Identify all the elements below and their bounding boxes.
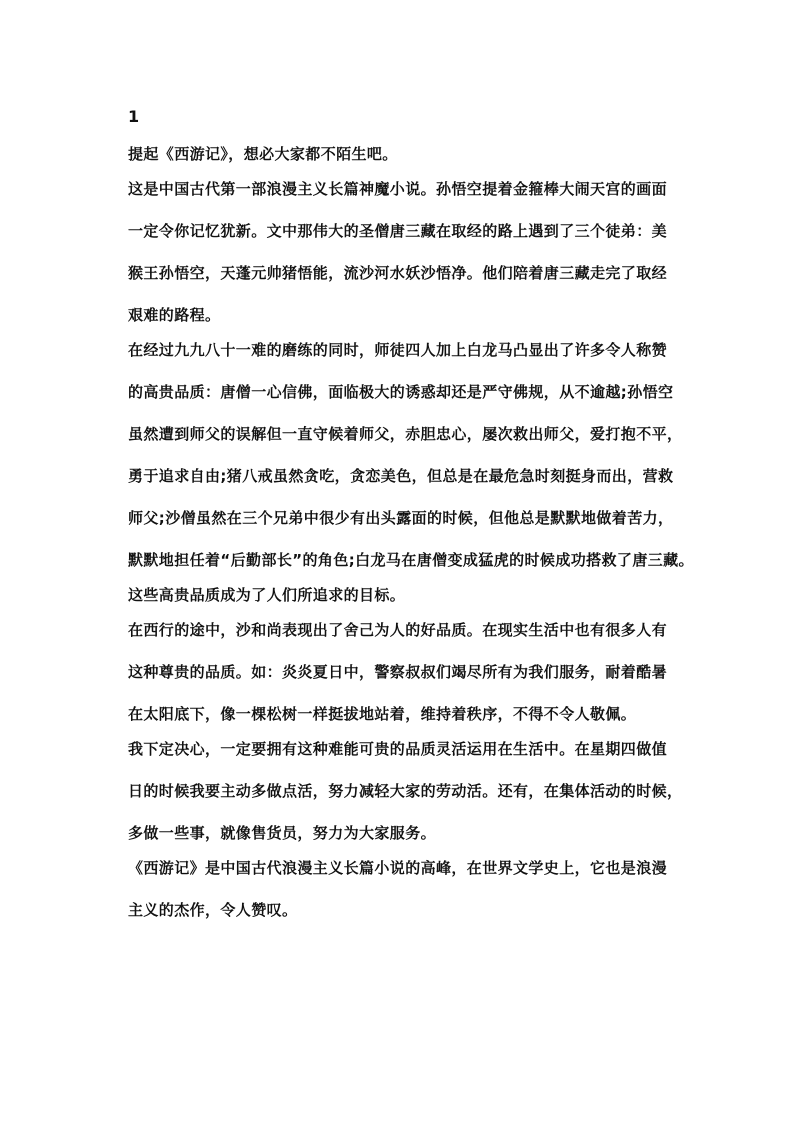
text-line: 这是中国古代第一部浪漫主义长篇神魔小说。孙悟空提着金箍棒大闹天宫的画面 bbox=[128, 180, 668, 198]
text-line: 猴王孙悟空，天蓬元帅猪悟能，流沙河水妖沙悟净。他们陪着唐三藏走完了取经 bbox=[128, 264, 668, 282]
text-line: 默默地担任着“后勤部长”的角色;白龙马在唐僧变成猛虎的时候成功搭救了唐三藏。 bbox=[128, 551, 694, 569]
text-line: 虽然遭到师父的误解但一直守候着师父，赤胆忠心，屡次救出师父，爱打抱不平， bbox=[128, 425, 683, 443]
text-line: 提起《西游记》，想必大家都不陌生吧。 bbox=[128, 145, 398, 163]
text-line: 一定令你记忆犹新。文中那伟大的圣僧唐三藏在取经的路上遇到了三个徒弟：美 bbox=[128, 222, 668, 240]
text-line: 师父;沙僧虽然在三个兄弟中很少有出头露面的时候，但他总是默默地做着苦力， bbox=[128, 509, 674, 527]
text-line: 在西行的途中，沙和尚表现出了舍己为人的好品质。在现实生活中也有很多人有 bbox=[128, 621, 668, 639]
text-line: 在太阳底下，像一棵松树一样挺拔地站着，维持着秩序，不得不令人敬佩。 bbox=[128, 705, 637, 723]
text-line: 这种尊贵的品质。如：炎炎夏日中，警察叔叔们竭尽所有为我们服务，耐着酷暑 bbox=[128, 663, 668, 681]
text-line: 的高贵品质：唐僧一心信佛，面临极大的诱惑却还是严守佛规，从不逾越;孙悟空 bbox=[128, 383, 674, 401]
text-line: 《西游记》是中国古代浪漫主义长篇小说的高峰，在世界文学史上，它也是浪漫 bbox=[128, 859, 668, 877]
text-line: 艰难的路程。 bbox=[128, 306, 221, 324]
text-line: 在经过九九八十一难的磨练的同时，师徒四人加上白龙马凸显出了许多令人称赞 bbox=[128, 341, 668, 359]
text-line: 日的时候我要主动多做点活，努力减轻大家的劳动活。还有，在集体活动的时候， bbox=[128, 782, 683, 800]
text-line: 这些高贵品质成为了人们所追求的目标。 bbox=[128, 586, 406, 604]
text-line: 主义的杰作，令人赞叹。 bbox=[128, 901, 298, 919]
text-line: 多做一些事，就像售货员，努力为大家服务。 bbox=[128, 824, 437, 842]
document-body bbox=[128, 104, 694, 920]
text-line: 我下定决心，一定要拥有这种难能可贵的品质灵活运用在生活中。在星期四做值 bbox=[128, 740, 668, 758]
page-number: 1 bbox=[128, 107, 140, 126]
text-line: 勇于追求自由;猪八戒虽然贪吃，贪恋美色，但总是在最危急时刻挺身而出，营救 bbox=[128, 467, 674, 485]
